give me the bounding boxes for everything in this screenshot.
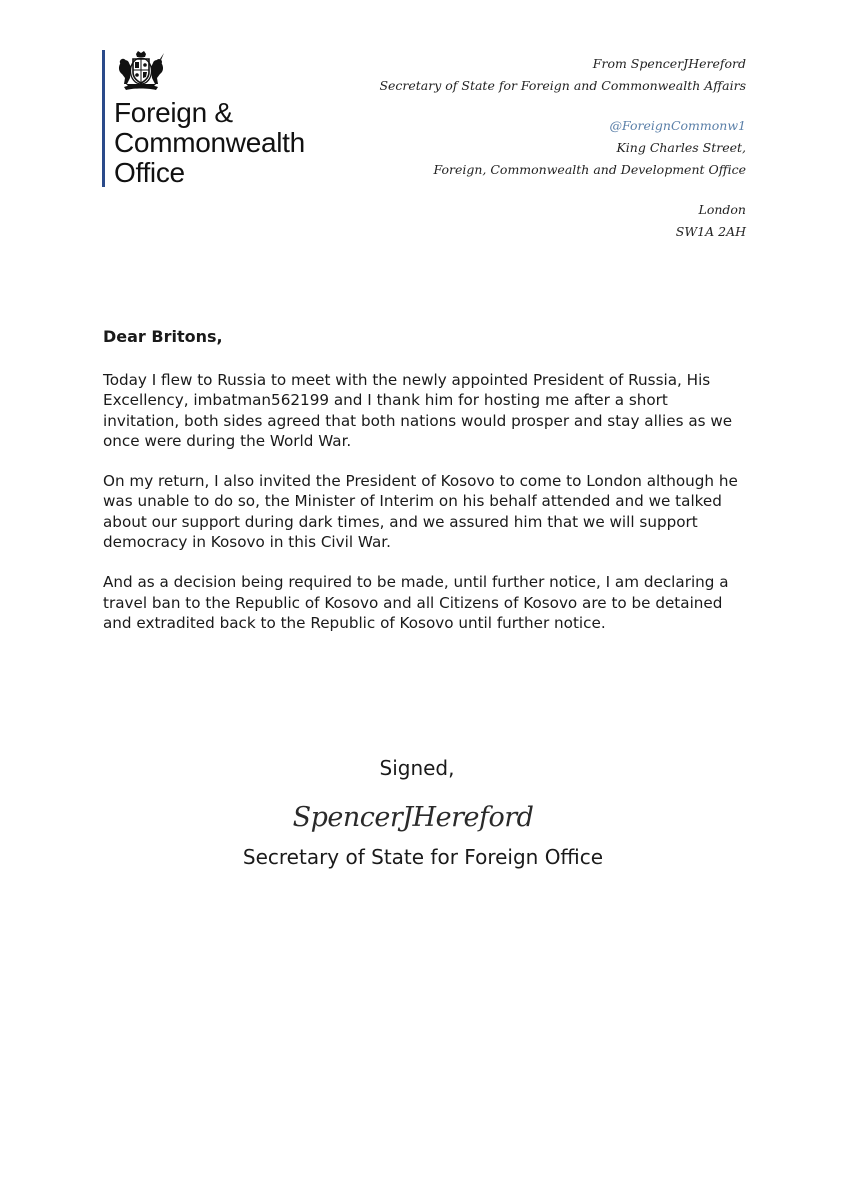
logo-wordmark	[114, 98, 305, 188]
sender-position: Secretary of State for Foreign and Commonwealth Affairs	[379, 78, 746, 93]
sender-social-handle[interactable]: @ForeignCommonw1	[609, 118, 746, 133]
body-paragraph: On my return, I also invited the President of Kosovo to come to London although he was unable to do so, the Minister of Interim on his behalf attended and we talked about our support during dark times, and we assured him that we will support democracy in Kosovo in this Civil War.	[103, 472, 738, 552]
sender-office: Foreign, Commonwealth and Development Office	[433, 162, 746, 177]
address-spacer	[366, 97, 746, 115]
logo-line-commonwealth: Commonwealth	[114, 127, 305, 158]
sender-address	[366, 53, 746, 243]
sender-from: From SpencerJHereford	[592, 56, 746, 71]
sender-postcode: SW1A 2AH	[675, 224, 746, 239]
body-paragraph: And as a decision being required to be made, until further notice, I am declaring a travel ban to the Republic of Kosovo and all Citizens of Kosovo are to be detained and extradited back to the Republic of Kosovo until further notice.	[103, 573, 729, 632]
salutation: Dear Britons,	[103, 327, 223, 346]
fco-logo	[102, 50, 342, 190]
sender-city: London	[698, 202, 746, 217]
signatory-title: Secretary of State for Foreign Office	[242, 845, 604, 869]
address-spacer	[366, 181, 746, 199]
handwritten-signature: SpencerJHereford	[292, 802, 534, 833]
body-paragraph: Today I flew to Russia to meet with the newly appointed President of Russia, His Excellency, imbatman562199 and I thank him for hosting me after a short invitation, both sides agreed that both nations would prosper and stay allies as we once were during the World War.	[103, 371, 733, 450]
logo-line-office: Office	[114, 157, 185, 188]
logo-line-foreign: Foreign &	[114, 97, 233, 128]
letter-body	[103, 370, 743, 653]
logo-divider-rule	[102, 50, 105, 187]
royal-coat-of-arms-icon	[114, 50, 168, 92]
sender-street: King Charles Street,	[616, 140, 746, 155]
signed-label: Signed,	[379, 756, 455, 780]
